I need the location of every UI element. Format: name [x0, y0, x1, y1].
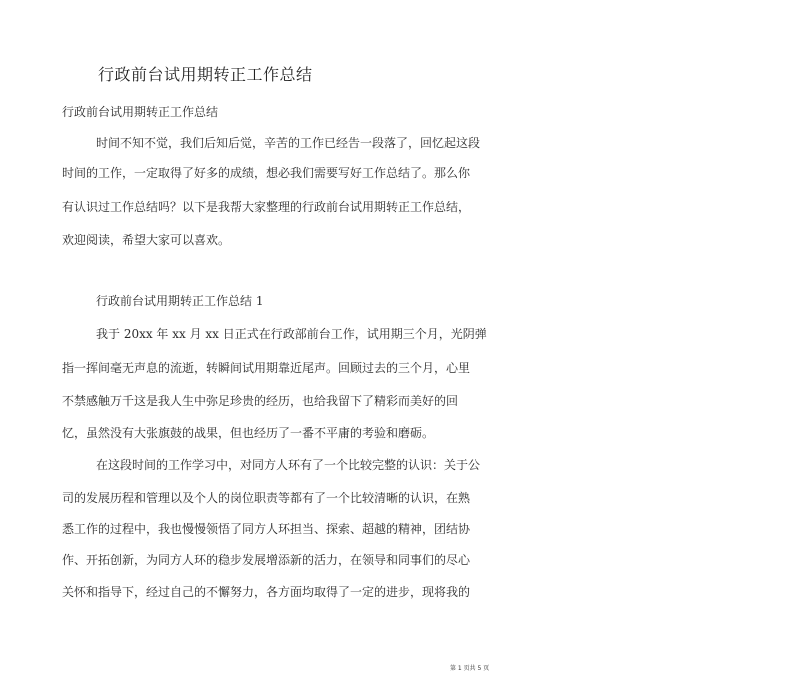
paragraph-line: 有认识过工作总结吗？以下是我帮大家整理的行政前台试用期转正工作总结， [62, 200, 471, 214]
paragraph-line: 我于 20xx 年 xx 月 xx 日正式在行政部前台工作，试用期三个月，光阴弹 [96, 327, 487, 341]
paragraph-line: 时间不知不觉，我们后知后觉，辛苦的工作已经告一段落了，回忆起这段 [96, 136, 481, 150]
paragraph-line: 不禁感触万千这是我人生中弥足珍贵的经历，也给我留下了精彩而美好的回 [62, 394, 459, 408]
paragraph-line: 时间的工作，一定取得了好多的成绩，想必我们需要写好工作总结了。那么你 [62, 166, 471, 180]
page-footer: 第 1 页共 5 页 [450, 665, 490, 672]
paragraph-line: 忆，虽然没有大张旗鼓的战果，但也经历了一番不平庸的考验和磨砺。 [62, 426, 435, 440]
paragraph-line: 作、开拓创新，为同方人环的稳步发展增添新的活力，在领导和同事们的尽心 [62, 553, 471, 567]
page-title: 行政前台试用期转正工作总结 [98, 65, 313, 84]
section-heading-1: 行政前台试用期转正工作总结 1 [96, 294, 264, 308]
paragraph-line: 指一挥间毫无声息的流逝，转瞬间试用期靠近尾声。回顾过去的三个月，心里 [62, 361, 471, 375]
paragraph-line: 司的发展历程和管理以及个人的岗位职责等都有了一个比较清晰的认识，在熟 [62, 491, 471, 505]
subtitle-line: 行政前台试用期转正工作总结 [62, 105, 219, 119]
paragraph-line: 在这段时间的工作学习中，对同方人环有了一个比较完整的认识：关于公 [96, 458, 481, 472]
paragraph-line: 悉工作的过程中，我也慢慢领悟了同方人环担当、探索、超越的精神，团结协 [62, 522, 471, 536]
paragraph-line: 关怀和指导下，经过自己的不懈努力，各方面均取得了一定的进步，现将我的 [62, 585, 471, 599]
paragraph-line: 欢迎阅读，希望大家可以喜欢。 [62, 233, 231, 247]
